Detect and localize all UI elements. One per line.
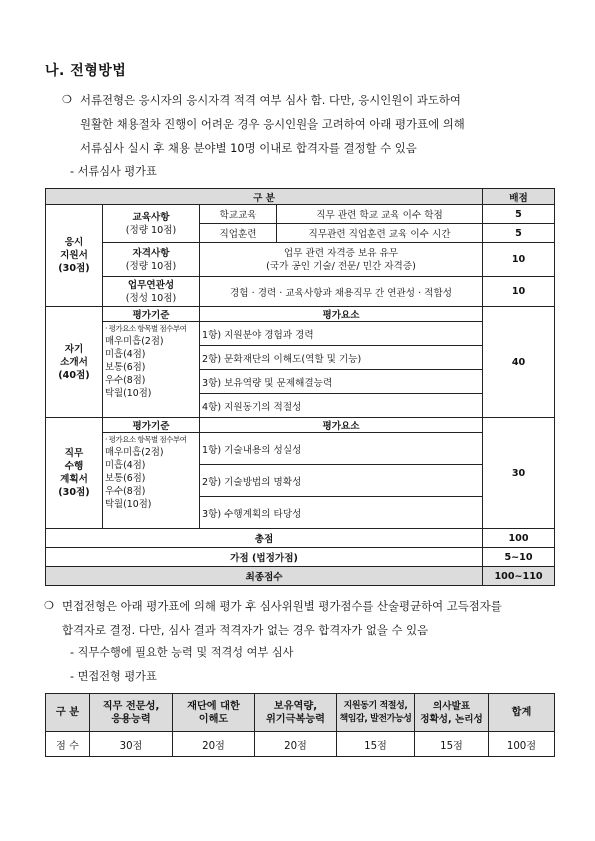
- plan-element: 2항) 기술방법의 명확성: [200, 465, 483, 497]
- edu-school-points: 5: [483, 205, 555, 224]
- interview-intro-line: 합격자로 결정. 다만, 심사 결과 적격자가 없는 경우 합격자가 없을 수 있음: [62, 623, 429, 637]
- interview-header-understanding: 재단에 대한 이해도: [173, 694, 255, 732]
- header-category: 구 분: [46, 189, 483, 205]
- cert-points: 10: [483, 243, 555, 277]
- header-points: 배점: [483, 189, 555, 205]
- interview-score-expertise: 30점: [90, 732, 173, 757]
- interview-score-understanding: 20점: [173, 732, 255, 757]
- total-value: 100: [483, 529, 555, 548]
- interview-score-motivation: 15점: [337, 732, 415, 757]
- final-label: 최종점수: [46, 567, 483, 586]
- intro-element: 1항) 지원분야 경험과 경력: [200, 322, 483, 346]
- section-title: 나. 전형방법: [45, 63, 127, 79]
- cert-item: 자격사항 (정량 10점): [103, 243, 200, 277]
- final-value: 100~110: [483, 567, 555, 586]
- edu-training-points: 5: [483, 224, 555, 243]
- interview-intro-paragraph: [44, 594, 582, 642]
- interview-table-caption: - 면접전형 평가표: [70, 670, 157, 683]
- qual-label: 응시 지원서 (30점): [46, 205, 103, 307]
- doc-intro-paragraph: [62, 88, 580, 160]
- edu-school-type: 학교교육: [200, 205, 277, 224]
- intro-element: 3항) 보유역량 및 문제해결능력: [200, 370, 483, 394]
- interview-eval-table: [45, 693, 555, 757]
- plan-scale: · 평가요소 항목별 점수부여 매우미흡(2점) 미흡(4점) 보통(6점) 우수(8점) 탁월(10점): [103, 433, 200, 529]
- interview-score-presentation: 15점: [415, 732, 489, 757]
- circle-bullet-icon: ❍: [44, 599, 54, 612]
- plan-label: 직무 수행 계획서 (30점): [46, 418, 103, 529]
- circle-bullet-icon: ❍: [62, 93, 72, 106]
- interview-intro-line: 면접전형은 아래 평가표에 의해 평가 후 심사위원별 평가점수를 산술평균하여 고득점자를: [62, 599, 502, 613]
- intro-element: 2항) 문화재단의 이해도(역할 및 기능): [200, 346, 483, 370]
- intro-scale: · 평가요소 항목별 점수부여 매우미흡(2점) 미흡(4점) 보통(6점) 우수(8점) 탁월(10점): [103, 322, 200, 418]
- total-label: 총점: [46, 529, 483, 548]
- doc-eval-table: [45, 188, 555, 586]
- edu-item: 교육사항 (정량 10점): [103, 205, 200, 243]
- plan-points: 30: [483, 418, 555, 529]
- intro-points: 40: [483, 307, 555, 418]
- interview-criteria-note: - 직무수행에 필요한 능력 및 적격성 여부 심사: [70, 646, 294, 659]
- interview-header-presentation: 의사발표 정확성, 논리성: [415, 694, 489, 732]
- cert-desc: 업무 관련 자격증 보유 유무 (국가 공인 기술/ 전문/ 민간 자격증): [200, 243, 483, 277]
- doc-intro-line: 서류심사 실시 후 채용 분야별 10명 이내로 합격자를 결정할 수 있음: [80, 141, 417, 155]
- intro-criteria-header: 평가기준: [103, 307, 200, 322]
- interview-score-competency: 20점: [255, 732, 337, 757]
- intro-element: 4항) 지원동기의 적절성: [200, 394, 483, 418]
- relevance-desc: 경험 · 경력 · 교육사항과 채용직무 간 연관성 · 적합성: [200, 277, 483, 307]
- interview-score-total: 100점: [489, 732, 555, 757]
- interview-header-total: 합계: [489, 694, 555, 732]
- doc-intro-line: 서류전형은 응시자의 응시자격 적격 여부 심사 함. 다만, 응시인원이 과도하여: [80, 93, 461, 107]
- interview-header-expertise: 직무 전문성, 응용능력: [90, 694, 173, 732]
- interview-header-competency: 보유역량, 위기극복능력: [255, 694, 337, 732]
- intro-elements-header: 평가요소: [200, 307, 483, 322]
- edu-school-desc: 직무 관련 학교 교육 이수 학점: [277, 205, 483, 224]
- edu-training-desc: 직무관련 직업훈련 교육 이수 시간: [277, 224, 483, 243]
- plan-elements-header: 평가요소: [200, 418, 483, 433]
- interview-header-motivation: 지원동기 적절성, 책임감, 발전가능성: [337, 694, 415, 732]
- plan-element: 3항) 수행계획의 타당성: [200, 497, 483, 529]
- relevance-item: 업무연관성 (정성 10점): [103, 277, 200, 307]
- plan-element: 1항) 기술내용의 성실성: [200, 433, 483, 465]
- bonus-label: 가점 (법정가점): [46, 548, 483, 567]
- interview-header-category: 구 분: [46, 694, 90, 732]
- bonus-value: 5~10: [483, 548, 555, 567]
- relevance-points: 10: [483, 277, 555, 307]
- edu-training-type: 직업훈련: [200, 224, 277, 243]
- doc-table-caption: - 서류심사 평가표: [70, 165, 157, 178]
- doc-intro-line: 원활한 채용절차 진행이 어려운 경우 응시인원을 고려하여 아래 평가표에 의해: [80, 117, 465, 131]
- plan-criteria-header: 평가기준: [103, 418, 200, 433]
- interview-score-label: 점 수: [46, 732, 90, 757]
- intro-label: 자기 소개서 (40점): [46, 307, 103, 418]
